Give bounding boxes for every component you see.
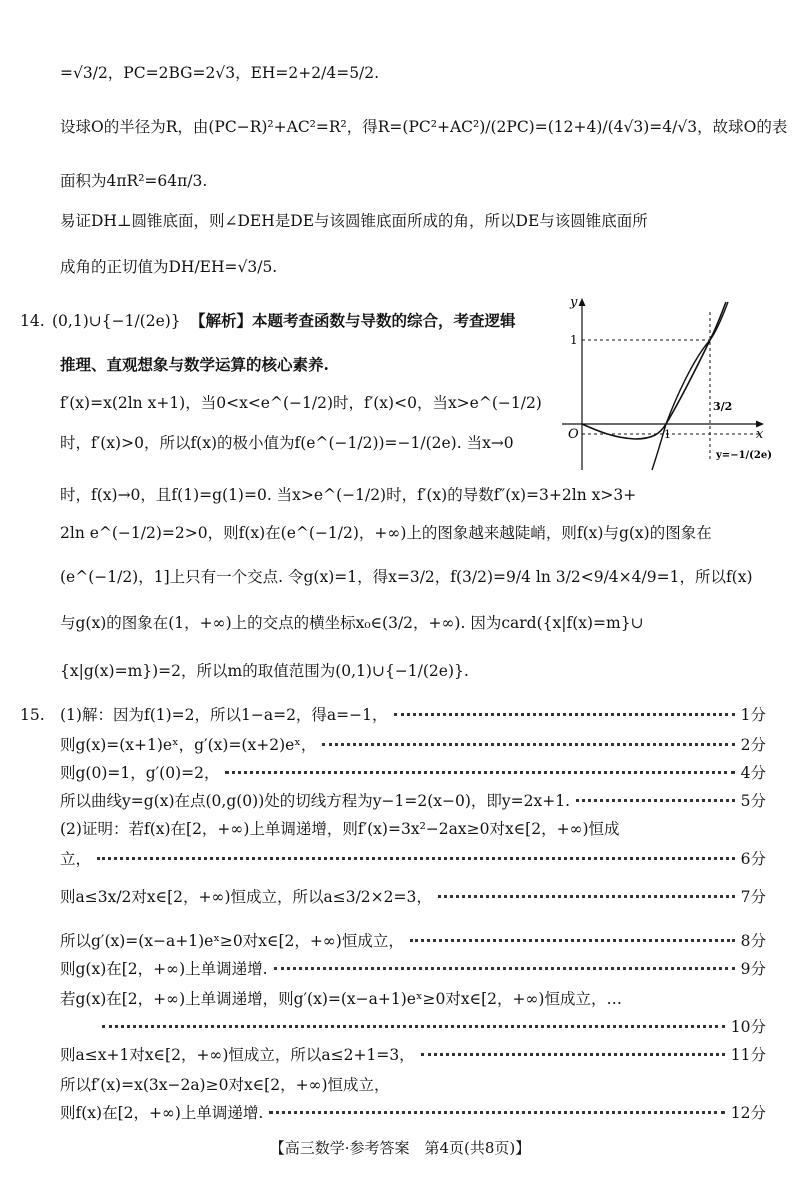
solution-line: =√3/2，PC=2BG=2√3，EH=2+2/4=5/2. xyxy=(60,64,380,82)
asymptote-label: y=−1/(2e) xyxy=(716,450,772,461)
score-line xyxy=(60,958,766,980)
score-value: 4分 xyxy=(740,764,766,782)
question-number: 15. xyxy=(20,706,45,724)
score-line xyxy=(60,790,766,812)
score-value: 6分 xyxy=(740,850,766,868)
solution-line: 所以f′(x)=x(3x−2a)≥0对x∈[2，+∞)恒成立， xyxy=(60,1076,390,1094)
dot-leader xyxy=(438,895,735,898)
line-text: 则a≤3x/2对x∈[2，+∞)恒成立，所以a≤3/2×2=3， xyxy=(60,888,432,906)
function-graph xyxy=(560,292,772,472)
line-text: 则g(0)=1，g′(0)=2， xyxy=(60,764,220,782)
tick-label-three-halves: 3/2 xyxy=(713,400,733,413)
line-text: 所以g′(x)=(x−a+1)eˣ≥0对x∈[2，+∞)恒成立， xyxy=(60,932,404,950)
line-text: 则f(x)在[2，+∞)上单调递增. xyxy=(60,1104,264,1122)
score-line xyxy=(60,886,766,908)
solution-line: (2)证明：若f(x)在[2，+∞)上单调递增，则f′(x)=3x²−2ax≥0对x∈[2，+∞)恒成 xyxy=(60,820,620,838)
score-line xyxy=(60,762,766,784)
solution-line: 设球O的半径为R，由(PC−R)²+AC²=R²，得R=(PC²+AC²)/(2PC)=(12+4)/(4√3)=4/√3，故球O的表 xyxy=(60,118,788,136)
dot-leader xyxy=(97,857,735,860)
score-value: 1分 xyxy=(740,706,766,724)
analysis-tag: 【解析】本题考查函数与导数的综合，考查逻辑 xyxy=(190,311,516,330)
score-line xyxy=(60,848,766,870)
score-value: 8分 xyxy=(740,932,766,950)
solution-line: (e^(−1/2)，1]上只有一个交点. 令g(x)=1，得x=3/2，f(3/2)=9/4 ln 3/2<9/4×4/9=1，所以f(x) xyxy=(60,568,753,586)
solution-line: 推理、直观想象与数学运算的核心素养. xyxy=(60,355,329,374)
score-line xyxy=(60,1044,766,1066)
dot-leader xyxy=(576,799,735,802)
line-text: 则g(x)在[2，+∞)上单调递增. xyxy=(60,960,268,978)
line-text: 立， xyxy=(60,850,92,868)
score-value: 10分 xyxy=(730,1018,766,1036)
solution-line: 时，f′(x)>0，所以f(x)的极小值为f(e^(−1/2))=−1/(2e). 当x→0 xyxy=(60,434,514,452)
dot-leader xyxy=(225,771,734,774)
dot-leader xyxy=(394,713,735,716)
origin-label: O xyxy=(568,427,579,442)
solution-line: f′(x)=x(2ln x+1)，当0<x<e^(−1/2)时，f′(x)<0，当x>e^(−1/2) xyxy=(60,394,542,412)
y-axis-label: y xyxy=(570,295,578,310)
solution-line: 成角的正切值为DH/EH=√3/5. xyxy=(60,258,278,276)
score-value: 5分 xyxy=(740,792,766,810)
solution-line: 易证DH⊥圆锥底面，则∠DEH是DE与该圆锥底面所成的角，所以DE与该圆锥底面所 xyxy=(60,212,648,230)
solution-line: {x|g(x)=m})=2，所以m的取值范围为(0,1)∪{−1/(2e)}. xyxy=(60,662,469,680)
line-text: (1)解：因为f(1)=2，所以1−a=2，得a=−1， xyxy=(60,706,388,724)
line-text: 所以曲线y=g(x)在点(0,g(0))处的切线方程为y−1=2(x−0)，即y=2x+1. xyxy=(60,792,571,810)
page-footer: 【高三数学·参考答案 第4页(共8页)】 xyxy=(269,1139,531,1157)
score-line xyxy=(60,930,766,952)
tick-label-x1: 1 xyxy=(664,428,671,441)
dot-leader xyxy=(410,939,735,942)
score-value: 2分 xyxy=(740,736,766,754)
question-number: 14. xyxy=(20,312,45,330)
answer-text: (0,1)∪{−1/(2e)} xyxy=(52,312,181,330)
solution-line: 2ln e^(−1/2)=2>0，则f(x)在(e^(−1/2)，+∞)上的图象越来越陡峭，则f(x)与g(x)的图象在 xyxy=(60,524,712,542)
curve-f xyxy=(582,302,726,439)
dot-leader xyxy=(102,1025,725,1028)
line-text: 则a≤x+1对x∈[2，+∞)恒成立，所以a≤2+1=3， xyxy=(60,1046,415,1064)
solution-line: 与g(x)的图象在(1，+∞)上的交点的横坐标x₀∈(3/2，+∞). 因为card({x|f(x)=m}∪ xyxy=(60,614,644,632)
score-value: 12分 xyxy=(730,1104,766,1122)
score-line xyxy=(60,1102,766,1124)
score-value: 9分 xyxy=(740,960,766,978)
score-line xyxy=(60,704,766,726)
solution-line: 若g(x)在[2，+∞)上单调递增，则g′(x)=(x−a+1)eˣ≥0对x∈[2，+∞)恒成立，… xyxy=(60,990,622,1008)
solution-line: 面积为4πR²=64π/3. xyxy=(60,172,208,190)
score-line xyxy=(96,1016,766,1038)
dot-leader xyxy=(421,1053,725,1056)
dot-leader xyxy=(322,743,734,746)
solution-line: 时，f(x)→0，且f(1)=g(1)=0. 当x>e^(−1/2)时，f′(x)的导数f″(x)=3+2ln x>3+ xyxy=(60,486,637,504)
y-axis-arrow xyxy=(579,298,586,306)
score-value: 7分 xyxy=(740,888,766,906)
dot-leader xyxy=(269,1111,724,1114)
score-line xyxy=(60,734,766,756)
dot-leader xyxy=(274,967,735,970)
score-value: 11分 xyxy=(730,1046,766,1064)
tick-label-y1: 1 xyxy=(570,333,578,347)
x-axis-label: x xyxy=(756,427,764,442)
line-text: 则g(x)=(x+1)eˣ，g′(x)=(x+2)eˣ， xyxy=(60,736,317,754)
